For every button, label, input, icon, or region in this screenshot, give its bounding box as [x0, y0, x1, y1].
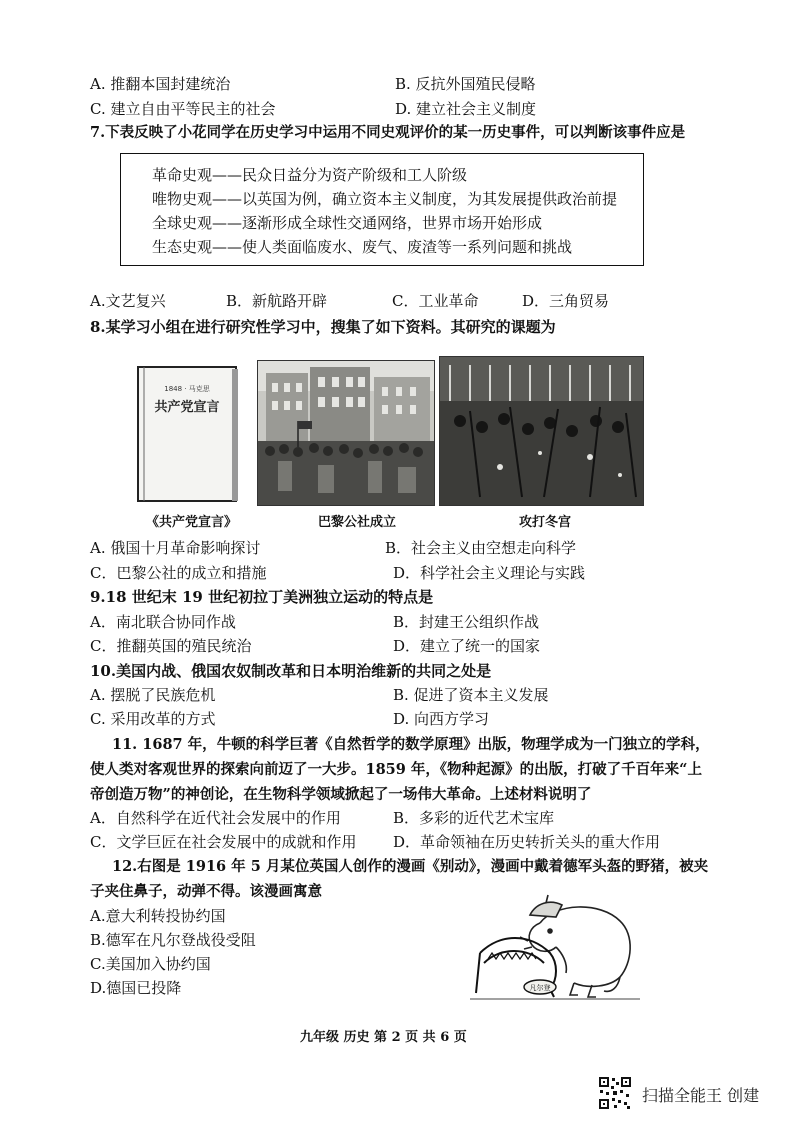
q12-line-1: 12.右图是 1916 年 5 月某位英国人创作的漫画《别动》，漫画中戴着德军头盔的野猪，被夹 [112, 858, 709, 875]
book-drawing [132, 363, 242, 505]
caption-winter-palace: 攻打冬宫 [519, 515, 572, 530]
q7-row-materialist: 唯物史观——以英国为例，确立资本主义制度，为其发展提供政治前提 [152, 190, 618, 208]
q7-option-b: B．新航路开辟 [226, 292, 328, 310]
q11-line-3: 帝创造万物”的神创论，在生物科学领域掀起了一场伟大革命。上述材料说明了 [90, 786, 592, 803]
q6-option-c: C. 建立自由平等民主的社会 [90, 100, 276, 118]
caption-paris-commune: 巴黎公社成立 [318, 515, 397, 530]
communist-manifesto-image [132, 363, 242, 505]
q11-option-a: A．自然科学在近代社会发展中的作用 [90, 809, 341, 827]
q10-option-b: B. 促进了资本主义发展 [393, 686, 549, 704]
q9-option-b: B．封建王公组织作战 [393, 613, 540, 631]
qr-code-drawing [598, 1076, 632, 1110]
q11-line-2: 使人类对客观世界的探索向前迈了一大步。1859 年，《物种起源》的出版，打破了千百年来“上 [90, 761, 702, 778]
q9-option-c: C．推翻英国的殖民统治 [90, 637, 252, 655]
q7-stem: 7.下表反映了小花同学在历史学习中运用不同史观评价的某一历史事件，可以判断该事件应是 [90, 124, 686, 141]
q11-line-1: 11. 1687 年，牛顿的科学巨著《自然哲学的数学原理》出版，物理学成为一门独立的学科， [112, 736, 710, 753]
q7-row-revolution: 革命史观——民众日益分为资产阶级和工人阶级 [152, 166, 468, 184]
page-footer: 九年级 历史 第 2 页 共 6 页 [300, 1030, 467, 1045]
q10-stem: 10.美国内战、俄国农奴制改革和日本明治维新的共同之处是 [90, 662, 492, 680]
book-subtitle-text: 1848 · 马克思 [164, 385, 210, 393]
q12-option-d: D.德国已投降 [90, 979, 182, 997]
q9-option-d: D．建立了统一的国家 [393, 637, 541, 655]
q12-option-b: B.德军在凡尔登战役受阻 [90, 931, 256, 949]
q7-row-ecology: 生态史观——使人类面临废水、废气、废渣等一系列问题和挑战 [152, 238, 573, 256]
q6-option-a: A. 推翻本国封建统治 [90, 75, 231, 93]
q6-option-d: D. 建立社会主义制度 [395, 100, 537, 118]
paris-commune-image [257, 360, 435, 506]
q12-line-2: 子夹住鼻子，动弹不得。该漫画寓意 [90, 883, 322, 900]
q10-option-c: C. 采用改革的方式 [90, 710, 216, 728]
q8-option-b: B．社会主义由空想走向科学 [385, 539, 577, 557]
q7-option-d: D．三角贸易 [522, 292, 610, 310]
q8-stem: 8.某学习小组在进行研究性学习中，搜集了如下资料。其研究的课题为 [90, 318, 556, 336]
q7-option-c: C．工业革命 [392, 292, 479, 310]
winter-palace-drawing [440, 357, 643, 505]
q10-option-d: D. 向西方学习 [393, 710, 490, 728]
scanner-brand-text: 扫描全能王 创建 [642, 1086, 760, 1105]
winter-palace-image [439, 356, 644, 506]
q9-option-a: A．南北联合协同作战 [90, 613, 236, 631]
q7-row-global: 全球史观——逐渐形成全球性交通网络，世界市场开始形成 [152, 214, 543, 232]
q9-stem: 9.18 世纪末 19 世纪初拉丁美洲独立运动的特点是 [90, 588, 434, 606]
caption-manifesto: 《共产党宣言》 [146, 515, 238, 530]
paris-commune-drawing [258, 361, 434, 505]
q8-option-d: D．科学社会主义理论与实践 [393, 564, 586, 582]
q11-option-d: D．革命领袖在历史转折关头的重大作用 [393, 833, 661, 851]
q8-option-c: C．巴黎公社的成立和措施 [90, 564, 267, 582]
cartoon-drawing [470, 893, 640, 1003]
q8-option-a: A. 俄国十月革命影响探讨 [90, 539, 261, 557]
q11-option-b: B．多彩的近代艺术宝库 [393, 809, 555, 827]
q10-option-a: A. 摆脱了民族危机 [90, 686, 216, 704]
q6-option-b: B. 反抗外国殖民侵略 [395, 75, 536, 93]
q11-option-c: C．文学巨匠在社会发展中的成就和作用 [90, 833, 357, 851]
q12-option-a: A.意大利转投协约国 [90, 907, 226, 925]
q7-option-a: A.文艺复兴 [90, 292, 166, 310]
book-title-text: 共产党宣言 [154, 400, 220, 415]
qr-code-icon [598, 1076, 632, 1110]
q7-table [120, 153, 644, 266]
cartoon-label: 凡尔登 [529, 984, 551, 992]
boar-trap-cartoon [470, 893, 640, 1003]
q12-option-c: C.美国加入协约国 [90, 955, 211, 973]
